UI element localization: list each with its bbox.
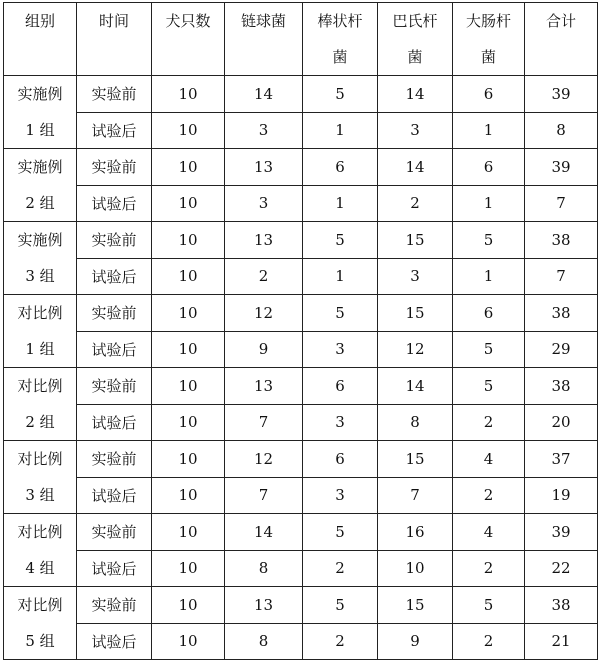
column-header-text: 组别	[24, 12, 55, 30]
column-header	[225, 3, 303, 76]
group-name-line2: 5 组	[25, 632, 55, 650]
table-cell: 2	[303, 550, 378, 587]
group-name-line2: 2 组	[25, 194, 55, 212]
table-cell: 5	[453, 331, 525, 368]
table-cell: 10	[152, 623, 225, 660]
table-cell: 6	[303, 149, 378, 186]
table-cell: 1	[453, 112, 525, 149]
table-cell: 2	[453, 404, 525, 441]
table-cell: 试验后	[77, 331, 152, 368]
table-cell: 22	[525, 550, 598, 587]
table-cell: 10	[152, 185, 225, 222]
table-cell: 4	[453, 514, 525, 551]
column-header-text: 大肠杆	[465, 12, 511, 30]
table-cell: 1	[303, 112, 378, 149]
table-row	[4, 587, 598, 624]
table-row	[4, 258, 598, 295]
table-cell: 7	[525, 258, 598, 295]
header-row	[4, 3, 598, 76]
table-cell: 2	[303, 623, 378, 660]
table-cell: 12	[225, 295, 303, 332]
table-cell: 10	[378, 550, 453, 587]
table-cell: 5	[303, 222, 378, 259]
column-header	[152, 3, 225, 76]
table-cell: 6	[453, 295, 525, 332]
table-cell: 8	[225, 550, 303, 587]
table-cell: 38	[525, 222, 598, 259]
table-cell: 16	[378, 514, 453, 551]
table-cell: 1	[303, 185, 378, 222]
group-name-line1: 对比例	[17, 377, 63, 395]
table-cell: 13	[225, 368, 303, 405]
column-header	[303, 3, 378, 76]
table-cell: 38	[525, 295, 598, 332]
table-row	[4, 295, 598, 332]
table-cell: 2	[453, 477, 525, 514]
column-header-text: 棒状杆	[317, 12, 363, 30]
table-cell: 15	[378, 587, 453, 624]
table-cell: 6	[453, 76, 525, 113]
table-row	[4, 368, 598, 405]
table-cell: 10	[152, 76, 225, 113]
table-cell: 14	[225, 514, 303, 551]
table-body	[4, 76, 598, 660]
group-name-cell	[4, 514, 77, 587]
table-cell: 实验前	[77, 368, 152, 405]
table-cell: 实验前	[77, 514, 152, 551]
table-row	[4, 477, 598, 514]
table-cell: 9	[225, 331, 303, 368]
group-name-line1: 对比例	[17, 596, 63, 614]
column-header-text: 合计	[545, 12, 576, 30]
table-cell: 3	[225, 185, 303, 222]
table-cell: 20	[525, 404, 598, 441]
table-cell: 8	[525, 112, 598, 149]
table-cell: 6	[303, 441, 378, 478]
table-row	[4, 404, 598, 441]
table-cell: 6	[453, 149, 525, 186]
table-cell: 试验后	[77, 550, 152, 587]
table-cell: 10	[152, 514, 225, 551]
table-cell: 13	[225, 222, 303, 259]
table-cell: 实验前	[77, 441, 152, 478]
group-name-cell	[4, 295, 77, 368]
table-cell: 2	[225, 258, 303, 295]
table-cell: 试验后	[77, 185, 152, 222]
table-cell: 实验前	[77, 587, 152, 624]
table-cell: 2	[453, 550, 525, 587]
table-cell: 实验前	[77, 76, 152, 113]
column-header	[453, 3, 525, 76]
group-name-line1: 对比例	[17, 523, 63, 541]
table-cell: 10	[152, 222, 225, 259]
column-header	[378, 3, 453, 76]
column-header-text: 菌	[407, 48, 423, 66]
column-header	[525, 3, 598, 76]
table-cell: 7	[225, 477, 303, 514]
table-row	[4, 185, 598, 222]
table-row	[4, 441, 598, 478]
table-cell: 10	[152, 404, 225, 441]
group-name-cell	[4, 76, 77, 149]
table-cell: 5	[453, 587, 525, 624]
table-cell: 13	[225, 587, 303, 624]
group-name-cell	[4, 368, 77, 441]
table-cell: 10	[152, 441, 225, 478]
table-cell: 1	[453, 185, 525, 222]
table-cell: 10	[152, 149, 225, 186]
table-cell: 4	[453, 441, 525, 478]
table-cell: 15	[378, 441, 453, 478]
table-cell: 3	[225, 112, 303, 149]
column-header-text: 巴氏杆	[392, 12, 438, 30]
table-cell: 9	[378, 623, 453, 660]
group-name-line1: 实施例	[17, 85, 63, 103]
table-row	[4, 112, 598, 149]
table-cell: 10	[152, 258, 225, 295]
table-cell: 2	[453, 623, 525, 660]
group-name-line1: 对比例	[17, 304, 63, 322]
table-cell: 13	[225, 149, 303, 186]
group-name-line2: 2 组	[25, 413, 55, 431]
table-cell: 39	[525, 76, 598, 113]
group-name-cell	[4, 149, 77, 222]
table-cell: 3	[303, 404, 378, 441]
table-cell: 1	[303, 258, 378, 295]
column-header-text: 菌	[480, 48, 496, 66]
group-name-line1: 对比例	[17, 450, 63, 468]
table-cell: 10	[152, 368, 225, 405]
table-cell: 6	[303, 368, 378, 405]
table-cell: 29	[525, 331, 598, 368]
table-cell: 10	[152, 112, 225, 149]
table-cell: 15	[378, 295, 453, 332]
column-header-text: 菌	[332, 48, 348, 66]
table-cell: 38	[525, 587, 598, 624]
table-row	[4, 514, 598, 551]
table-cell: 15	[378, 222, 453, 259]
table-cell: 试验后	[77, 623, 152, 660]
group-name-line1: 实施例	[17, 231, 63, 249]
group-name-line2: 3 组	[25, 486, 55, 504]
table-cell: 14	[378, 368, 453, 405]
table-row	[4, 149, 598, 186]
group-name-line1: 实施例	[17, 158, 63, 176]
table-cell: 5	[303, 587, 378, 624]
group-name-line2: 1 组	[25, 121, 55, 139]
table-cell: 37	[525, 441, 598, 478]
table-cell: 21	[525, 623, 598, 660]
table-cell: 3	[303, 477, 378, 514]
column-header-text: 犬只数	[165, 12, 211, 30]
group-name-cell	[4, 441, 77, 514]
table-row	[4, 222, 598, 259]
group-name-cell	[4, 587, 77, 660]
bacteria-count-table	[3, 2, 598, 660]
column-header	[4, 3, 77, 76]
table-cell: 试验后	[77, 258, 152, 295]
table-cell: 10	[152, 477, 225, 514]
table-cell: 14	[225, 76, 303, 113]
table-cell: 1	[453, 258, 525, 295]
table-cell: 5	[303, 295, 378, 332]
table-row	[4, 550, 598, 587]
table-cell: 实验前	[77, 149, 152, 186]
table-cell: 3	[378, 112, 453, 149]
table-cell: 10	[152, 550, 225, 587]
table-cell: 14	[378, 76, 453, 113]
table-cell: 7	[378, 477, 453, 514]
table-cell: 39	[525, 514, 598, 551]
table-cell: 10	[152, 331, 225, 368]
table-cell: 12	[378, 331, 453, 368]
table-cell: 10	[152, 295, 225, 332]
table-cell: 10	[152, 587, 225, 624]
table-row	[4, 331, 598, 368]
table-cell: 试验后	[77, 477, 152, 514]
table-cell: 2	[378, 185, 453, 222]
table-cell: 12	[225, 441, 303, 478]
group-name-line2: 3 组	[25, 267, 55, 285]
table-cell: 试验后	[77, 112, 152, 149]
table-cell: 14	[378, 149, 453, 186]
table-cell: 5	[453, 222, 525, 259]
table-cell: 8	[378, 404, 453, 441]
table-cell: 5	[303, 514, 378, 551]
group-name-cell	[4, 222, 77, 295]
table-cell: 试验后	[77, 404, 152, 441]
table-cell: 5	[303, 76, 378, 113]
table-cell: 39	[525, 149, 598, 186]
table-cell: 3	[303, 331, 378, 368]
column-header-text: 时间	[98, 12, 129, 30]
group-name-line2: 1 组	[25, 340, 55, 358]
table-cell: 3	[378, 258, 453, 295]
table-cell: 5	[453, 368, 525, 405]
group-name-line2: 4 组	[25, 559, 55, 577]
table-cell: 19	[525, 477, 598, 514]
table-cell: 38	[525, 368, 598, 405]
table-cell: 8	[225, 623, 303, 660]
table-row	[4, 623, 598, 660]
column-header-text: 链球菌	[240, 12, 286, 30]
table-cell: 实验前	[77, 222, 152, 259]
column-header	[77, 3, 152, 76]
table-cell: 7	[525, 185, 598, 222]
table-cell: 7	[225, 404, 303, 441]
table-row	[4, 76, 598, 113]
table-cell: 实验前	[77, 295, 152, 332]
